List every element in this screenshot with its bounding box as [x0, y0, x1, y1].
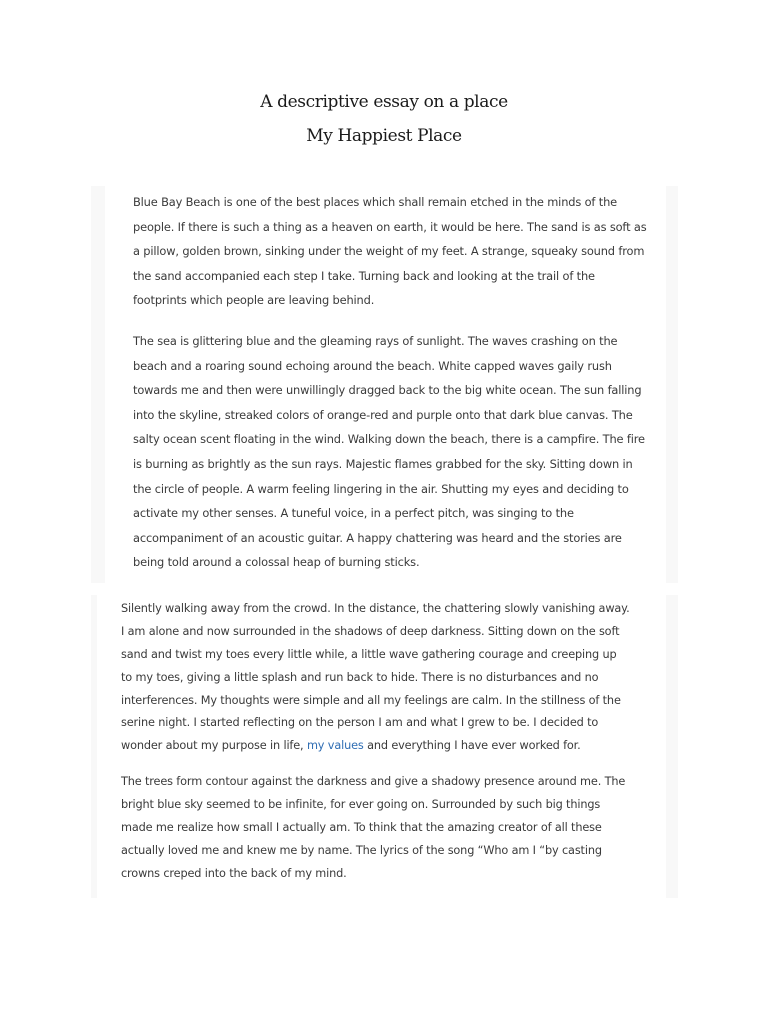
paragraph-line: the circle of people. A warm feeling lingering in the air. Shutting my eyes and deciding to: [133, 481, 629, 496]
paragraph-line: crowns creped into the back of my mind.: [121, 866, 347, 880]
paragraph-line: serine night. I started reflecting on the person I am and what I grew to be. I decided to: [121, 716, 599, 730]
paragraph-line: a pillow, golden brown, sinking under the weight of my feet. A strange, squeaky sound from: [133, 244, 645, 259]
paragraph-line: actually loved me and knew me by name. The lyrics of the song “Who am I “by casting: [121, 843, 602, 857]
paragraph-line: activate my other senses. A tuneful voice, in a perfect pitch, was singing to the: [133, 506, 574, 521]
paragraph-walking-away: [121, 598, 630, 758]
paragraph-text: and everything I have ever worked for.: [363, 739, 581, 753]
paragraph-line: interferences. My thoughts were simple and all my feelings are calm. In the stillness of the: [121, 693, 621, 707]
paragraph-line: footprints which people are leaving behind.: [133, 293, 375, 308]
paragraph-trees-sky: [121, 771, 625, 885]
paragraph-line: Silently walking away from the crowd. In the distance, the chattering slowly vanishing away.: [121, 602, 630, 615]
paragraph-beach-intro: [133, 190, 647, 313]
paragraph-sea-campfire: [133, 329, 645, 575]
my-values-link[interactable]: my values: [306, 739, 364, 753]
paragraph-line: sand and twist my toes every little while, a little wave gathering courage and creeping up: [121, 647, 617, 661]
page-title: A descriptive essay on a place: [260, 92, 508, 112]
paragraph-line: salty ocean scent floating in the wind. Walking down the beach, there is a campfire. The fire: [133, 432, 645, 447]
paragraph-line: Blue Bay Beach is one of the best places which shall remain etched in the minds of the: [133, 195, 618, 209]
paragraph-line: accompaniment of an acoustic guitar. A happy chattering was heard and the stories are: [133, 530, 622, 545]
paragraph-line-with-link: [121, 735, 630, 758]
paragraph-text: wonder about my purpose in life,: [121, 739, 307, 753]
paragraph-line: The trees form contour against the darkness and give a shadowy presence around me. The: [121, 775, 626, 788]
paragraph-line: the sand accompanied each step I take. Turning back and looking at the trail of the: [133, 268, 595, 283]
paragraph-line: towards me and then were unwillingly dragged back to the big white ocean. The sun falling: [133, 383, 642, 398]
paragraph-line: being told around a colossal heap of burning sticks.: [133, 555, 420, 570]
paragraph-line: The sea is glittering blue and the gleaming rays of sunlight. The waves crashing on the: [133, 334, 618, 348]
paragraph-line: made me realize how small I actually am. To think that the amazing creator of all these: [121, 820, 602, 834]
paragraph-line: beach and a roaring sound echoing around the beach. White capped waves gaily rush: [133, 358, 612, 373]
paragraph-line: people. If there is such a thing as a heaven on earth, it would be here. The sand is as soft as: [133, 219, 647, 234]
page-subtitle: My Happiest Place: [306, 126, 462, 146]
paragraph-line: to my toes, giving a little splash and run back to hide. There is no disturbances and no: [121, 670, 599, 684]
paragraph-line: into the skyline, streaked colors of orange-red and purple onto that dark blue canvas. The: [133, 407, 633, 422]
paragraph-line: I am alone and now surrounded in the shadows of deep darkness. Sitting down on the soft: [121, 624, 620, 638]
paragraph-line: bright blue sky seemed to be infinite, for ever going on. Surrounded by such big things: [121, 797, 601, 811]
paragraph-line: is burning as brightly as the sun rays. Majestic flames grabbed for the sky. Sitting down in: [133, 456, 633, 471]
